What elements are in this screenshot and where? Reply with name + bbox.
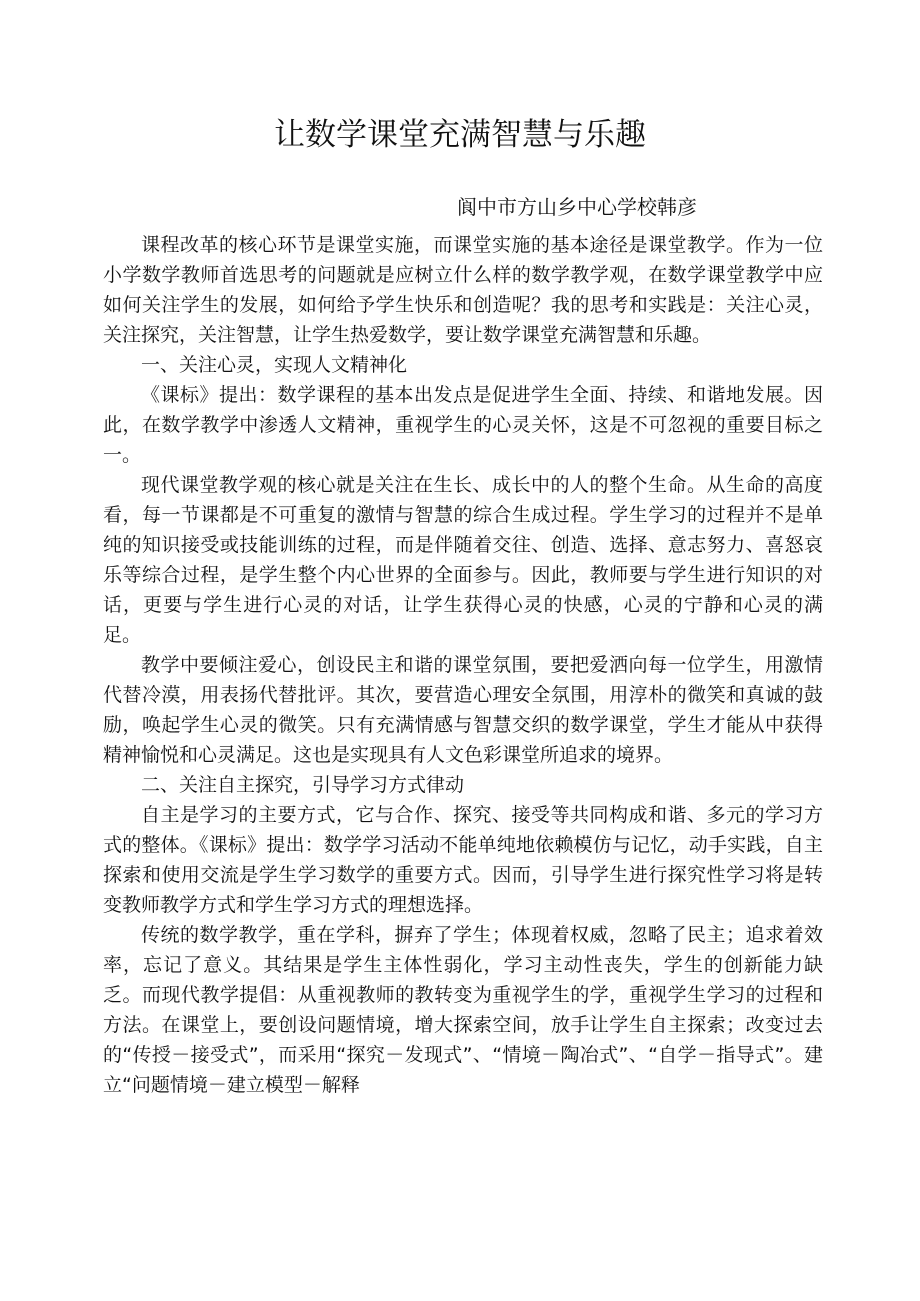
paragraph: 现代课堂教学观的核心就是关注在生长、成长中的人的整个生命。从生命的高度看，每一节课都是不可重复的激情与智慧的综合生成过程。学生学习的过程并不是单纯的知识接受或技能训练的过程，而是伴随着交往、创造、选择、意志努力、喜怒哀乐等综合过程，是学生整个内心世界的全面参与。因此，教师要与学生进行知识的对话，更要与学生进行心灵的对话，让学生获得心灵的快感，心灵的宁静和心灵的满足。	[103, 474, 823, 646]
paragraph: 自主是学习的主要方式，它与合作、探究、接受等共同构成和谐、多元的学习方式的整体。《课标》提出：数学学习活动不能单纯地依赖模仿与记忆，动手实践，自主探索和使用交流是学生学习数学的重要方式。因而，引导学生进行探究性学习将是转变教师教学方式和学生学习方式的理想选择。	[103, 804, 823, 916]
document-title: 让数学课堂充满智慧与乐趣	[274, 117, 646, 153]
author-line: 阆中市方山乡中心学校韩彦	[457, 195, 697, 219]
section-heading-1: 一、关注心灵，实现人文精神化	[141, 354, 408, 376]
paragraph-intro: 课程改革的核心环节是课堂实施，而课堂实施的基本途径是课堂教学。作为一位小学数学教师首选思考的问题就是应树立什么样的数学教学观，在数学课堂教学中应如何关注学生的发展，如何给予学生快乐和创造呢？我的思考和实践是：关注心灵，关注探究，关注智慧，让学生热爱数学，要让数学课堂充满智慧和乐趣。	[103, 234, 823, 346]
paragraph: 传统的数学教学，重在学科，摒弃了学生；体现着权威，忽略了民主；追求着效率，忘记了意义。其结果是学生主体性弱化，学习主动性丧失，学生的创新能力缺乏。而现代教学提倡：从重视教师的教转变为重视学生的学，重视学生学习的过程和方法。在课堂上，要创设问题情境，增大探索空间，放手让学生自主探索；改变过去的“传授－接受式”，而采用“探究－发现式”、“情境－陶冶式”、“自学－指导式”。建立“问题情境－建立模型－解释	[103, 924, 823, 1096]
paragraph: 教学中要倾注爱心，创设民主和谐的课堂氛围，要把爱洒向每一位学生，用激情代替冷漠，用表扬代替批评。其次，要营造心理安全氛围，用淳朴的微笑和真诚的鼓励，唤起学生心灵的微笑。只有充满情感与智慧交织的数学课堂，学生才能从中获得精神愉悦和心灵满足。这也是实现具有人文色彩课堂所追求的境界。	[103, 654, 823, 766]
document-body	[103, 230, 823, 1100]
paragraph: 《课标》提出：数学课程的基本出发点是促进学生全面、持续、和谐地发展。因此，在数学教学中渗透人文精神，重视学生的心灵关怀，这是不可忽视的重要目标之一。	[103, 384, 823, 466]
section-heading-2: 二、关注自主探究，引导学习方式律动	[141, 774, 465, 796]
